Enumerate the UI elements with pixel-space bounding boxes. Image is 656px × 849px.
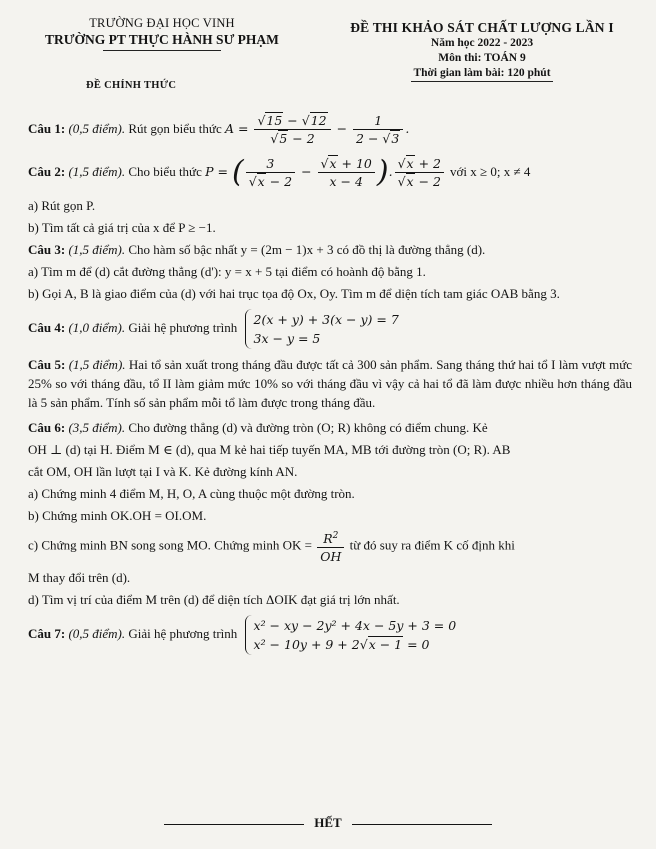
- exam-body: [28, 112, 632, 661]
- question-label: Câu 6:: [28, 420, 66, 435]
- equation-system: [245, 615, 457, 655]
- question-6c-text: c) Chứng minh BN song song MO. Chứng minh OK =: [28, 537, 312, 553]
- question-text: Cho hàm số bậc nhất y = (2m − 1)x + 3 có đồ thị là đường thẳng (d).: [128, 242, 486, 257]
- question-condition: với x ≥ 0; x ≠ 4: [449, 164, 531, 179]
- end-marker: [0, 815, 656, 831]
- divider-left: [164, 824, 304, 825]
- formula-p: P = ( $\frac{3}{√x - 2}$ − $\frac{√x + 10}{x - 4}$ ). $\frac{√x + 2}{√x - 2}$: [205, 164, 450, 179]
- question-6c-line2: M thay đổi trên (d).: [28, 570, 131, 586]
- question-6-line2: OH ⊥ (d) tại H. Điểm M ∈ (d), qua M kẻ hai tiếp tuyến MA, MB tới đường tròn (O; R). AB: [28, 442, 511, 457]
- question-points: (1,5 điểm).: [68, 242, 126, 257]
- question-2a: a) Rút gọn P.: [28, 198, 96, 213]
- question-text: Cho đường thẳng (d) và đường tròn (O; R) không có điểm chung. Kẻ: [128, 420, 488, 435]
- question-text: Giải hệ phương trình: [128, 319, 238, 335]
- question-points: (1,0 điểm).: [68, 319, 126, 335]
- question-points: (0,5 điểm).: [68, 121, 126, 136]
- question-points: (1,5 điểm).: [68, 164, 126, 179]
- question-6c: [28, 528, 632, 565]
- subject: Môn thi: TOÁN 9: [438, 52, 526, 64]
- question-points: (1,5 điểm).: [68, 357, 126, 372]
- question-6b: b) Chứng minh OK.OH = OI.OM.: [28, 508, 207, 523]
- school-header: [28, 16, 296, 51]
- question-6-line3: cắt OM, OH lần lượt tại I và K. Kẻ đường kính AN.: [28, 464, 298, 479]
- equation-1: 2(x + y) + 3(x − y) = 7: [253, 312, 399, 327]
- question-6a: a) Chứng minh 4 điểm M, H, O, A cùng thuộc một đường tròn.: [28, 486, 355, 501]
- question-3a: a) Tìm m để (d) cắt đường thẳng (d'): y = x + 5 tại điểm có hoành độ bằng 1.: [28, 264, 426, 279]
- school-year: Năm học 2022 - 2023: [430, 37, 534, 49]
- equation-1: x² − xy − 2y² + 4x − 5y + 3 = 0: [253, 618, 457, 634]
- question-4: [28, 309, 632, 349]
- equation-2: x² − 10y + 9 + 2√x − 1 = 0: [253, 637, 430, 653]
- equation-system: [245, 309, 399, 349]
- question-text: Hai tổ sản xuất trong tháng đầu được tất cả 300 sản phẩm. Sang tháng thứ hai tổ I làm vượt mức 25% so với tháng đầu, tổ II làm giảm mức 10% so với tháng đầu vì vậy cả hai tổ đã làm được nhiều hơn tháng đầu là 5 sản phẩm. Tính số sản phẩm mỗi tổ làm được trong tháng đầu.: [28, 357, 633, 410]
- question-text: Cho biểu thức: [128, 164, 202, 179]
- question-label: Câu 7:: [28, 626, 66, 642]
- question-6c-text-2: từ đó suy ra điểm K cố định khi: [349, 537, 515, 553]
- question-3: [28, 240, 632, 259]
- question-points: (0,5 điểm).: [68, 626, 126, 642]
- question-7: [28, 615, 632, 655]
- question-text: Rút gọn biểu thức: [128, 121, 222, 136]
- question-3b: b) Gọi A, B là giao điểm của (d) với hai trục tọa độ Ox, Oy. Tìm m để diện tích tam giác OAB bằng 3.: [28, 286, 560, 301]
- divider-right: [352, 824, 492, 825]
- school-name: TRƯỜNG PT THỰC HÀNH SƯ PHẠM: [45, 32, 279, 47]
- official-label: ĐỀ CHÍNH THỨC: [86, 80, 177, 91]
- formula-a: A = $\frac{√15 - √12}{√5 - 2}$ − $\frac{1}{2 - √3}$ .: [224, 113, 410, 146]
- question-label: Câu 3:: [28, 242, 66, 257]
- question-text: Giải hệ phương trình: [128, 626, 238, 642]
- university-name: TRƯỜNG ĐẠI HỌC VINH: [89, 16, 235, 30]
- question-6d: d) Tìm vị trí của điểm M trên (d) để diện tích ΔOIK đạt giá trị lớn nhất.: [28, 592, 400, 608]
- question-2b: b) Tìm tất cả giá trị của x để P ≥ −1.: [28, 220, 216, 235]
- question-label: Câu 1:: [28, 121, 66, 136]
- question-points: (3,5 điểm).: [68, 420, 126, 435]
- header-underline: [103, 50, 221, 51]
- question-label: Câu 2:: [28, 164, 66, 179]
- exam-title: ĐỀ THI KHẢO SÁT CHẤT LƯỢNG LẦN I: [350, 20, 614, 35]
- question-1: [28, 112, 632, 147]
- question-6: [28, 418, 632, 437]
- exam-duration: Thời gian làm bài: 120 phút: [411, 66, 552, 82]
- question-label: Câu 5:: [28, 357, 66, 372]
- formula-ok: $\frac{R^2}{OH}$: [317, 528, 344, 565]
- question-5: [28, 355, 632, 412]
- question-2: [28, 155, 632, 190]
- equation-2: 3x − y = 5: [253, 331, 321, 346]
- exam-header: [332, 20, 632, 82]
- end-text: HẾT: [314, 815, 342, 830]
- question-label: Câu 4:: [28, 319, 66, 335]
